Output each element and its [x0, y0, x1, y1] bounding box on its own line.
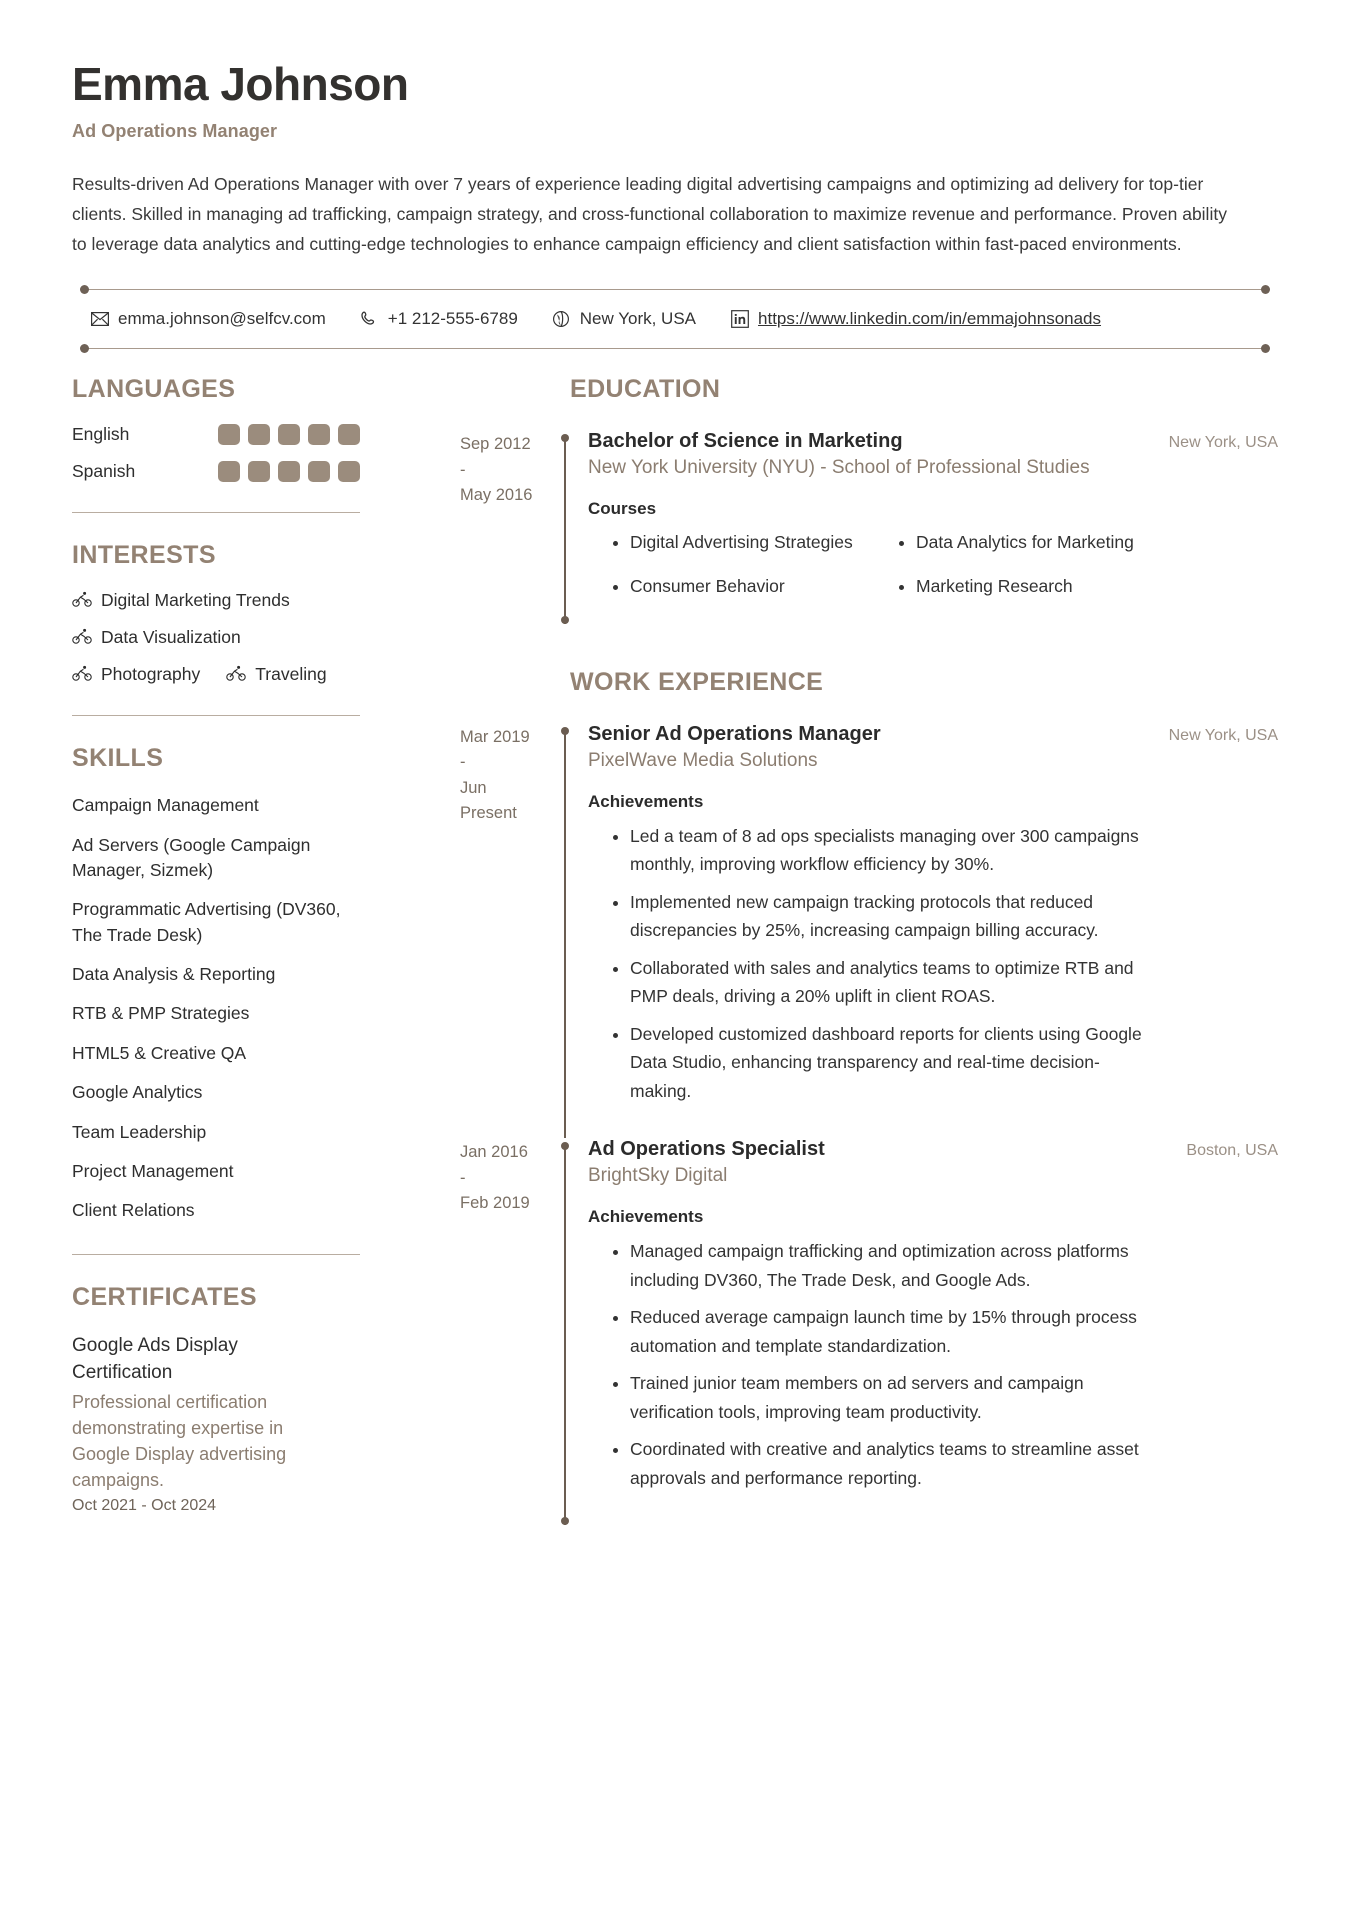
sidebar-divider	[72, 715, 360, 716]
section-spacer	[460, 624, 1278, 668]
contact-linkedin-text: https://www.linkedin.com/in/emmajohnsonads	[758, 309, 1102, 329]
work-experience-title: WORK EXPERIENCE	[570, 667, 824, 696]
achievement-item: • Implemented new campaign tracking protocols that reduced discrepancies by 25%, increasing campaign billing accuracy.	[630, 888, 1150, 945]
level-dot	[278, 424, 300, 445]
timeline-rail	[554, 723, 576, 1139]
degree-name: Bachelor of Science in Marketing	[588, 430, 903, 453]
level-dot	[308, 461, 330, 482]
professional-summary: Results-driven Ad Operations Manager with over 7 years of experience leading digital advertising campaigns and optimizing ad delivery for top-tier clients. Skilled in managing ad trafficking, campaign strategy, and cross-functional collaboration to maximize revenue and performance. Proven ability to leverage data analytics and cutting-edge technologies to enhance campaign efficiency and client satisfaction within fast-paced environments.	[72, 173, 1227, 255]
certificate-item	[72, 1332, 406, 1515]
contact-bar	[72, 289, 1278, 349]
level-dot	[308, 424, 330, 445]
timeline-dot-bottom	[561, 616, 569, 624]
linkedin-icon	[730, 310, 749, 329]
achievement-item: • Trained junior team members on ad servers and campaign verification tools, improving team productivity.	[630, 1369, 1150, 1426]
resume-body	[72, 375, 1278, 1525]
achievement-item: • Developed customized dashboard reports for clients using Google Data Studio, enhancing transparency and real-time decision-making.	[630, 1020, 1150, 1106]
date-separator: -	[460, 753, 466, 772]
language-name: Spanish	[72, 461, 136, 482]
contact-phone[interactable]	[360, 309, 518, 329]
level-dot	[248, 424, 270, 445]
achievement-item: • Coordinated with creative and analytics teams to streamline asset approvals and performance reporting.	[630, 1435, 1150, 1492]
interest-item	[226, 664, 326, 685]
achievement-item: • Collaborated with sales and analytics teams to optimize RTB and PMP deals, driving a 20% uplift in client ROAS.	[630, 954, 1150, 1011]
contact-location-text: New York, USA	[579, 309, 697, 329]
certificate-name: Google Ads Display Certification	[72, 1334, 238, 1384]
skills-title: SKILLS	[72, 744, 164, 773]
date-separator: -	[460, 1168, 466, 1187]
achievements-label: Achievements	[588, 1207, 704, 1227]
contact-top-rule	[84, 289, 1266, 290]
contact-email-text: emma.johnson@selfcv.com	[118, 309, 326, 329]
level-dot	[218, 461, 240, 482]
timeline-line	[564, 438, 566, 624]
courses-label: Courses	[588, 499, 657, 519]
work-date	[460, 1138, 554, 1525]
interest-label: Data Visualization	[101, 627, 241, 648]
globe-icon	[552, 310, 571, 329]
course-item: • Data Analytics for Marketing	[916, 529, 1278, 555]
skill-item: HTML5 & Creative QA	[72, 1042, 247, 1063]
interest-item	[72, 627, 241, 648]
timeline-rail	[554, 430, 576, 624]
language-name: English	[72, 424, 130, 445]
work-header	[588, 723, 1278, 746]
resume-header	[72, 58, 1278, 259]
contact-phone-text: +1 212-555-6789	[387, 309, 518, 329]
section-interests	[72, 541, 406, 685]
candidate-name: Emma Johnson	[72, 58, 409, 110]
interest-row	[72, 590, 406, 611]
contact-linkedin[interactable]	[730, 309, 1101, 329]
job-role: Senior Ad Operations Manager	[588, 722, 881, 745]
achievement-item: • Reduced average campaign launch time by 15% through process automation and template standardization.	[630, 1303, 1150, 1360]
bicycle-icon	[72, 665, 92, 685]
interest-row	[72, 664, 406, 685]
section-languages	[72, 375, 406, 482]
date-start: Sep 2012	[460, 435, 531, 454]
skill-item: RTB & PMP Strategies	[72, 1003, 250, 1024]
achievements-list	[588, 822, 1278, 1106]
level-dot	[218, 424, 240, 445]
date-end: May 2016	[460, 486, 533, 505]
date-end-line1: Feb 2019	[460, 1194, 530, 1213]
certificates-title: CERTIFICATES	[72, 1282, 257, 1311]
sidebar-divider	[72, 512, 360, 513]
timeline-dot-bottom	[561, 1517, 569, 1525]
timeline-rail	[554, 1138, 576, 1525]
certificate-description: Professional certification demonstrating expertise in Google Display advertising campaigns.	[72, 1391, 287, 1491]
date-end-line2: Present	[460, 804, 517, 823]
level-dot	[338, 461, 360, 482]
skill-item: Client Relations	[72, 1200, 195, 1221]
job-location: Boston, USA	[1186, 1142, 1278, 1160]
courses-list	[588, 529, 1278, 600]
bicycle-icon	[72, 591, 92, 611]
language-item	[72, 424, 406, 445]
sidebar-column	[72, 375, 424, 1515]
contact-location	[552, 309, 696, 329]
contact-bottom-rule	[84, 348, 1266, 349]
school-name: New York University (NYU) - School of Professional Studies	[588, 457, 1090, 479]
main-column	[424, 375, 1278, 1525]
bicycle-icon	[72, 628, 92, 648]
achievements-list	[588, 1237, 1278, 1492]
interest-label: Traveling	[255, 664, 327, 685]
skill-item: Project Management	[72, 1160, 234, 1181]
section-certificates	[72, 1283, 406, 1515]
education-location: New York, USA	[1168, 434, 1278, 452]
skill-item: Campaign Management	[72, 795, 259, 816]
level-dot	[338, 424, 360, 445]
date-end-line1: Jun	[460, 778, 487, 797]
education-entry	[460, 430, 1278, 624]
certificate-date: Oct 2021 - Oct 2024	[72, 1497, 217, 1515]
work-date	[460, 723, 554, 1139]
level-dot	[278, 461, 300, 482]
course-item: • Marketing Research	[916, 573, 1278, 599]
interests-title: INTERESTS	[72, 541, 216, 570]
job-role: Ad Operations Specialist	[588, 1138, 825, 1161]
timeline-line	[564, 731, 566, 1139]
work-entry	[460, 723, 1278, 1139]
language-level-dots	[218, 424, 360, 445]
interest-item	[72, 590, 290, 611]
interest-label: Photography	[101, 664, 201, 685]
candidate-job-title: Ad Operations Manager	[72, 120, 278, 141]
achievement-item: • Managed campaign trafficking and optimization across platforms including DV360, The Trade Desk, and Google Ads.	[630, 1237, 1150, 1294]
job-location: New York, USA	[1168, 726, 1278, 744]
work-details	[576, 723, 1278, 1139]
education-title: EDUCATION	[570, 375, 721, 404]
skill-item: Ad Servers (Google Campaign Manager, Sizmek)	[72, 834, 311, 880]
date-start: Mar 2019	[460, 727, 530, 746]
timeline-line	[564, 1146, 566, 1525]
level-dot	[248, 461, 270, 482]
company-name: PixelWave Media Solutions	[588, 749, 818, 771]
skill-item: Team Leadership	[72, 1121, 207, 1142]
contact-list	[84, 290, 1266, 348]
language-level-dots	[218, 461, 360, 482]
work-entry	[460, 1138, 1278, 1525]
section-skills	[72, 744, 406, 1224]
education-header	[588, 430, 1278, 453]
skill-item: Programmatic Advertising (DV360, The Trade Desk)	[72, 899, 341, 945]
education-date	[460, 430, 554, 624]
work-details	[576, 1138, 1278, 1525]
date-separator: -	[460, 460, 466, 479]
interest-label: Digital Marketing Trends	[101, 590, 290, 611]
languages-title: LANGUAGES	[72, 375, 236, 404]
work-header	[588, 1138, 1278, 1161]
contact-email[interactable]	[90, 309, 326, 329]
skill-item: Google Analytics	[72, 1082, 203, 1103]
course-item: • Consumer Behavior	[630, 573, 916, 599]
language-item	[72, 461, 406, 482]
envelope-icon	[90, 310, 109, 329]
section-education	[460, 375, 1278, 624]
company-name: BrightSky Digital	[588, 1165, 728, 1187]
phone-icon	[360, 310, 379, 329]
education-details	[576, 430, 1278, 624]
section-work-experience	[460, 668, 1278, 1526]
interest-row	[72, 627, 406, 648]
achievements-label: Achievements	[588, 791, 704, 811]
date-start: Jan 2016	[460, 1143, 528, 1162]
course-item: • Digital Advertising Strategies	[630, 529, 916, 555]
interest-item	[72, 664, 200, 685]
bicycle-icon	[226, 665, 246, 685]
sidebar-divider	[72, 1254, 360, 1255]
achievement-item: • Led a team of 8 ad ops specialists managing over 300 campaigns monthly, improving workflow efficiency by 30%.	[630, 822, 1150, 879]
skill-item: Data Analysis & Reporting	[72, 964, 276, 985]
